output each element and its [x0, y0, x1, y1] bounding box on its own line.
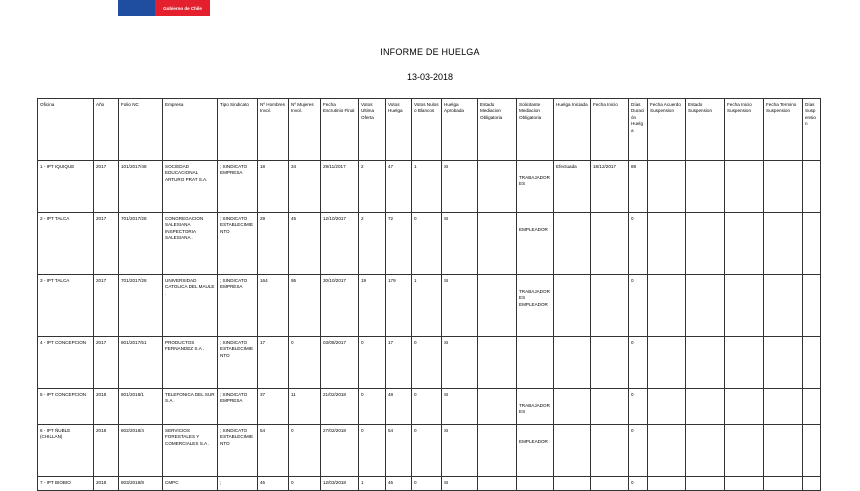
table-cell: 2018 — [94, 477, 119, 491]
table-cell: 803/2018/8 — [119, 477, 163, 491]
table-cell: 17 — [258, 337, 289, 389]
table-cell: 18 — [258, 161, 289, 213]
table-cell: TELEFONICA DEL SUR S.A . — [163, 389, 218, 425]
table-cell: 801/2018/1 — [119, 389, 163, 425]
table-cell: 48 — [386, 389, 412, 425]
table-cell — [478, 161, 517, 213]
table-row — [38, 337, 821, 389]
table-cell: ; SINDICATO ESTABLECIMIENTO — [218, 337, 258, 389]
table-cell: 21/02/2018 — [321, 389, 359, 425]
table-cell: 1 — [359, 477, 386, 491]
table-cell: Efectuada — [554, 161, 591, 213]
table-cell: 164 — [258, 275, 289, 337]
table-cell: 2017 — [94, 337, 119, 389]
table-cell: CMPC — [163, 477, 218, 491]
table-cell: 0 — [629, 337, 648, 389]
table-cell: ; SINDICATO EMPRESA — [218, 161, 258, 213]
logo-text: Gobierno de Chile — [163, 5, 202, 11]
table-cell: 29/11/2017 — [321, 161, 359, 213]
table-cell: 0 — [412, 389, 442, 425]
table-row — [38, 477, 821, 491]
table-cell: ; — [218, 477, 258, 491]
table-cell — [591, 275, 629, 337]
table-cell: 0 — [359, 337, 386, 389]
logo-blue-block — [118, 0, 155, 16]
table-cell: 1 — [412, 275, 442, 337]
table-cell: 701/2017/28 — [119, 213, 163, 275]
table-cell — [648, 213, 686, 275]
strike-report-table — [37, 98, 821, 491]
table-cell — [591, 477, 629, 491]
table-cell: SI — [442, 389, 478, 425]
table-cell — [764, 477, 803, 491]
table-cell: SI — [442, 161, 478, 213]
table-cell: 6 - IPT ÑUBLE (CHILLAN) — [38, 425, 94, 477]
table-cell: EMPLEADOR — [517, 425, 554, 477]
table-cell — [478, 477, 517, 491]
table-cell: 2017 — [94, 275, 119, 337]
table-cell: 2017 — [94, 161, 119, 213]
table-cell: 802/2018/4 — [119, 425, 163, 477]
table-cell — [554, 213, 591, 275]
table-cell — [686, 213, 725, 275]
table-cell — [554, 389, 591, 425]
column-header: Nº Hombres Invol. — [258, 99, 289, 161]
table-cell — [686, 275, 725, 337]
table-cell — [648, 425, 686, 477]
table-cell: 29 — [258, 213, 289, 275]
table-cell: 0 — [412, 213, 442, 275]
table-cell: 7 - IPT BIOBIO — [38, 477, 94, 491]
gobierno-de-chile-logo — [118, 0, 210, 16]
table-cell: SI — [442, 213, 478, 275]
table-cell: SI — [442, 425, 478, 477]
table-cell: 12/10/2017 — [321, 213, 359, 275]
column-header: Año — [94, 99, 119, 161]
table-cell — [648, 275, 686, 337]
table-cell: 2 — [359, 161, 386, 213]
table-cell: 0 — [359, 425, 386, 477]
column-header: Solicitante Mediacion Obligatoria — [517, 99, 554, 161]
table-row — [38, 161, 821, 213]
table-cell: 54 — [258, 425, 289, 477]
table-cell — [764, 213, 803, 275]
table-cell: 45 — [289, 213, 321, 275]
table-cell: 88 — [629, 161, 648, 213]
table-cell: 11 — [289, 389, 321, 425]
table-cell: PRODUCTOS FERNANDEZ S.A . — [163, 337, 218, 389]
table-cell: 30/10/2017 — [321, 275, 359, 337]
table-cell: 0 — [629, 213, 648, 275]
table-cell — [686, 477, 725, 491]
table-cell — [803, 337, 821, 389]
table-cell: 2 - IPT TALCA — [38, 213, 94, 275]
table-cell — [517, 337, 554, 389]
column-header: Votos Ultima Oferta — [359, 99, 386, 161]
table-cell: 0 — [412, 425, 442, 477]
column-header: Estado Suspension — [686, 99, 725, 161]
table-cell: 0 — [412, 337, 442, 389]
table-cell — [725, 477, 764, 491]
column-header: Fecha Escrutinio Final — [321, 99, 359, 161]
table-cell: ; SINDICATO EMPRESA — [218, 275, 258, 337]
table-cell: 19 — [359, 275, 386, 337]
table-cell — [764, 161, 803, 213]
column-header: Huelga Aprobada — [442, 99, 478, 161]
table-cell — [686, 161, 725, 213]
table-cell: 47 — [386, 161, 412, 213]
table-row — [38, 275, 821, 337]
table-cell — [686, 425, 725, 477]
table-cell: 0 — [289, 425, 321, 477]
table-cell — [591, 389, 629, 425]
table-cell: 2018 — [94, 425, 119, 477]
table-cell — [803, 275, 821, 337]
table-cell — [764, 275, 803, 337]
table-cell: 179 — [386, 275, 412, 337]
table-cell — [803, 389, 821, 425]
table-cell: 4 - IPT CONCEPCION — [38, 337, 94, 389]
table-cell: 2018 — [94, 389, 119, 425]
table-cell: SOCIEDAD EDUCACIONAL ARTURO PRAT S.A. — [163, 161, 218, 213]
table-cell — [725, 161, 764, 213]
table-cell: 5 - IPT CONCEPCION — [38, 389, 94, 425]
table-cell — [648, 477, 686, 491]
table-cell — [478, 337, 517, 389]
table-row — [38, 213, 821, 275]
table-cell — [648, 161, 686, 213]
column-header: Votos Huelga — [386, 99, 412, 161]
table-cell — [764, 337, 803, 389]
table-cell: CONGREGACION SALESIANA INSPECTORIA SALESIANA . — [163, 213, 218, 275]
column-header: Fecha Termino Suspension — [764, 99, 803, 161]
column-header: Días Suspension — [803, 99, 821, 161]
table-cell — [725, 337, 764, 389]
table-cell: 101/2017/48 — [119, 161, 163, 213]
table-cell — [478, 425, 517, 477]
table-cell — [478, 275, 517, 337]
table-cell: ; SINDICATO EMPRESA — [218, 389, 258, 425]
table-cell: ; SINDICATO ESTABLECIMIENTO — [218, 425, 258, 477]
table-cell — [648, 389, 686, 425]
table-cell: 45 — [386, 477, 412, 491]
table-cell: 0 — [629, 425, 648, 477]
table-cell: 801/2017/51 — [119, 337, 163, 389]
column-header: Fecha Inicio — [591, 99, 629, 161]
table-cell: 0 — [359, 389, 386, 425]
column-header: Fecha Acuerdo Suspension — [648, 99, 686, 161]
column-header: Empresa — [163, 99, 218, 161]
table-cell: 95 — [289, 275, 321, 337]
column-header: Oficina — [38, 99, 94, 161]
table-cell — [725, 389, 764, 425]
column-header: Fecha Inicio Suspension — [725, 99, 764, 161]
table-cell — [554, 425, 591, 477]
column-header: Días Duración Huelga — [629, 99, 648, 161]
column-header: Nº Mujeres Invol. — [289, 99, 321, 161]
table-cell: 2017 — [94, 213, 119, 275]
table-cell: 0 — [412, 477, 442, 491]
table-cell: SI — [442, 477, 478, 491]
table-cell: TRABAJADORES — [517, 389, 554, 425]
table-cell — [648, 337, 686, 389]
table-cell: SI — [442, 337, 478, 389]
logo-red-block — [155, 0, 210, 16]
table-cell — [764, 389, 803, 425]
table-cell — [554, 275, 591, 337]
table-cell: TRABAJADORES — [517, 161, 554, 213]
table-cell — [554, 477, 591, 491]
table-cell: UNIVERSIDAD CATOLICA DEL MAULE . — [163, 275, 218, 337]
table-cell — [803, 161, 821, 213]
table-cell — [591, 425, 629, 477]
table-cell — [517, 477, 554, 491]
table-cell — [478, 389, 517, 425]
table-cell: 2 — [359, 213, 386, 275]
column-header: Tipo Sindicato — [218, 99, 258, 161]
table-cell: 0 — [629, 275, 648, 337]
table-cell — [591, 337, 629, 389]
table-cell: 0 — [629, 389, 648, 425]
table-cell: 701/2017/28 — [119, 275, 163, 337]
table-cell: 12/03/2018 — [321, 477, 359, 491]
column-header: Votos Nulos o Blancos — [412, 99, 442, 161]
table-cell — [725, 275, 764, 337]
table-cell — [478, 213, 517, 275]
table-cell: 18/12/2017 — [591, 161, 629, 213]
table-cell: TRABAJADORES EMPLEADOR — [517, 275, 554, 337]
table-cell — [803, 425, 821, 477]
table-cell: EMPLEADOR — [517, 213, 554, 275]
table-cell: 34 — [289, 161, 321, 213]
column-header: Huelga Iniciada — [554, 99, 591, 161]
table-cell: 37 — [258, 389, 289, 425]
table-cell: ; SINDICATO ESTABLECIMIENTO — [218, 213, 258, 275]
table-header-row — [38, 99, 821, 161]
table-cell — [686, 389, 725, 425]
table-cell: 0 — [289, 337, 321, 389]
table-row — [38, 389, 821, 425]
table-cell: 1 - IPT IQUIQUE — [38, 161, 94, 213]
table-cell: 3 - IPT TALCA — [38, 275, 94, 337]
table-cell: 03/08/2017 — [321, 337, 359, 389]
table-cell — [725, 425, 764, 477]
table-cell: 0 — [629, 477, 648, 491]
table-cell — [686, 337, 725, 389]
report-title: INFORME DE HUELGA — [380, 47, 480, 57]
table-cell: 1 — [412, 161, 442, 213]
table-cell: SERVICIOS FORESTALES Y COMERCIALES S.A . — [163, 425, 218, 477]
table-cell — [725, 213, 764, 275]
table-cell — [591, 213, 629, 275]
table-cell — [803, 213, 821, 275]
report-date: 13-03-2018 — [406, 72, 454, 82]
column-header: Estado Mediacion Obligatoria — [478, 99, 517, 161]
table-cell — [554, 337, 591, 389]
table-cell: 45 — [258, 477, 289, 491]
table-cell — [764, 425, 803, 477]
table-cell: 27/02/2018 — [321, 425, 359, 477]
table-cell: 72 — [386, 213, 412, 275]
table-cell: 17 — [386, 337, 412, 389]
table-cell: 54 — [386, 425, 412, 477]
table-cell: SI — [442, 275, 478, 337]
column-header: Folio NC — [119, 99, 163, 161]
table-cell — [803, 477, 821, 491]
table-row — [38, 425, 821, 477]
table-cell: 0 — [289, 477, 321, 491]
